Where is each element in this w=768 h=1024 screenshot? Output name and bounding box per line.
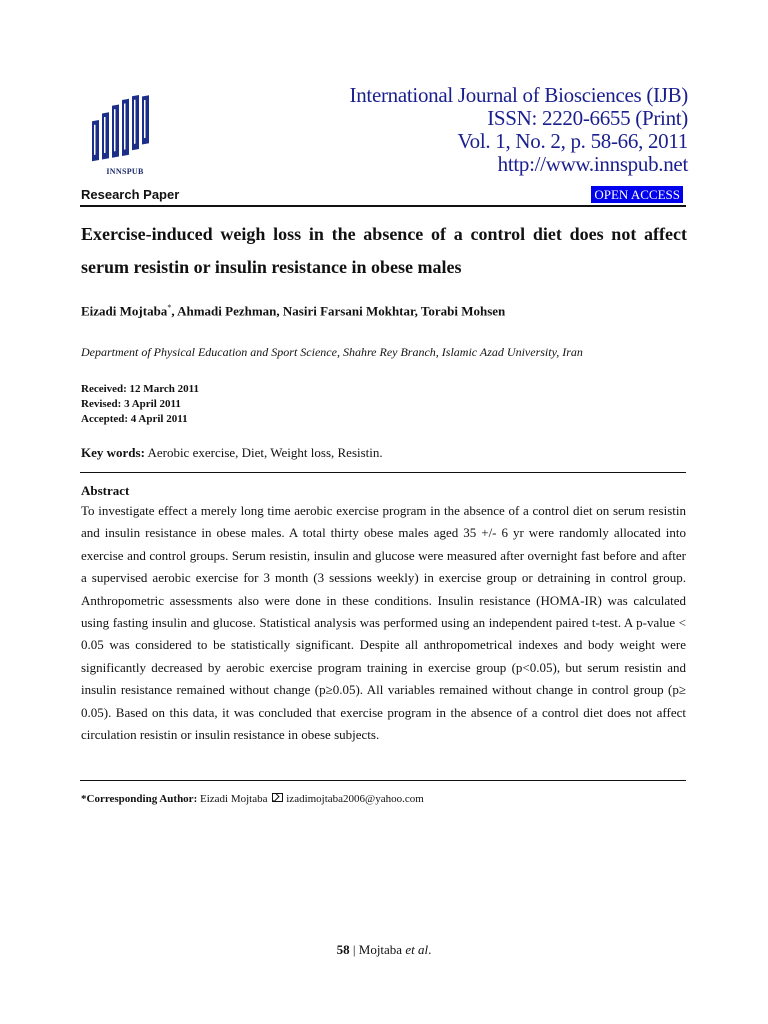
date-received: Received: 12 March 2011 xyxy=(81,383,200,395)
corresponding-email[interactable]: izadimojtaba2006@yahoo.com xyxy=(286,793,424,805)
corresponding-marker: * xyxy=(167,303,172,312)
corresponding-author xyxy=(81,793,424,805)
journal-url[interactable]: http://www.innspub.net xyxy=(497,152,688,176)
abstract-top-divider xyxy=(80,472,686,473)
footer-author: | Mojtaba xyxy=(349,942,406,957)
abstract-heading: Abstract xyxy=(81,483,130,498)
journal-issn: ISSN: 2220-6655 (Print) xyxy=(487,106,688,130)
footer-period: . xyxy=(428,942,432,957)
keywords-label: Key words: xyxy=(81,445,145,460)
logo-caption: INNSPUB xyxy=(106,167,144,176)
abstract-text: To investigate effect a merely long time aerobic exercise program in the absence of a control diet on serum resistin and insulin resistance in obese males. A total thirty obese males aged 35 +/- 6 yr were randomly allocated into exercise and control groups. Serum resistin, insulin and glucose were measured after overnight fast before and after a supervised aerobic exercise for 3 month (3 sessions weekly) in exercise group or detraining in control group. Anthropometric assessments also were done in these conditions. Insulin resistance (HOMA-IR) was calculated using fasting insulin and glucose. Statistical analysis was performed using an independent paired t-test. A p-value < 0.05 was considered to be statistically significant. Despite all anthropometrical indexes and body weight were significantly decreased by aerobic exercise program training in exercise group (p<0.05), but serum resistin and insulin resistance remained without change (p≥0.05). All variables remained without change in control group (p≥ 0.05). Based on this data, it was concluded that exercise program in the absence of a control diet does not affect circulation resistin or insulin resistance in obese subjects. xyxy=(81,503,686,743)
date-accepted: Accepted: 4 April 2011 xyxy=(81,413,188,425)
author-primary: Eizadi Mojtaba xyxy=(81,303,168,319)
journal-volume: Vol. 1, No. 2, p. 58-66, 2011 xyxy=(457,129,688,153)
affiliation: Department of Physical Education and Sport Science, Shahre Rey Branch, Islamic Azad University, Iran xyxy=(81,345,583,359)
corresponding-name: Eizadi Mojtaba xyxy=(197,793,271,805)
journal-name: International Journal of Biosciences (IJB) xyxy=(349,83,688,107)
page-number: 58 xyxy=(336,942,350,957)
keywords xyxy=(81,445,383,461)
abstract-bottom-divider xyxy=(80,780,686,781)
page-footer xyxy=(0,942,768,958)
header-divider xyxy=(80,205,686,207)
open-access-badge: OPEN ACCESS xyxy=(591,186,683,203)
article-title: Exercise-induced weigh loss in the absence of a control diet does not affect serum resistin or insulin resistance in obese males xyxy=(81,224,687,277)
author-list xyxy=(81,303,505,319)
corresponding-label: *Corresponding Author: xyxy=(81,793,198,805)
envelope-icon xyxy=(272,793,283,802)
footer-etal: et al xyxy=(405,942,429,957)
keywords-list: Aerobic exercise, Diet, Weight loss, Resistin. xyxy=(144,445,383,460)
date-revised: Revised: 3 April 2011 xyxy=(81,398,181,410)
paper-type-label: Research Paper xyxy=(81,187,180,202)
journal-info xyxy=(350,84,688,176)
author-others: , Ahmadi Pezhman, Nasiri Farsani Mokhtar, Torabi Mohsen xyxy=(171,303,506,319)
article-dates xyxy=(81,382,199,427)
